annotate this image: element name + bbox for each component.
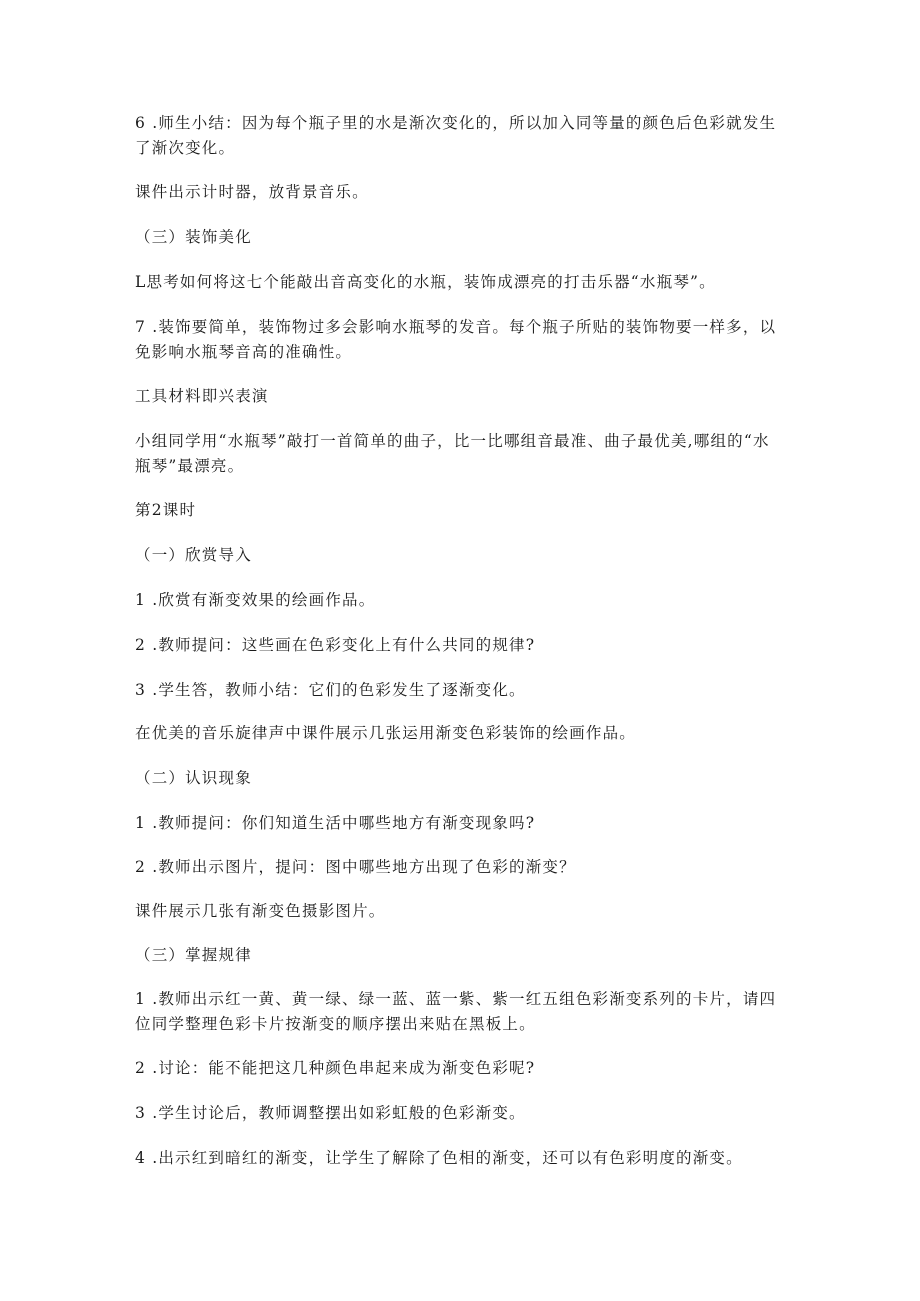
section-heading-appreciation: （一）欣赏导入 [135,546,252,564]
paragraph-appreciate-works: 1 .欣赏有渐变效果的绘画作品。 [135,591,376,609]
section-heading-phenomenon: （二）认识现象 [135,769,252,787]
section-heading-decorate: （三）装饰美化 [135,228,252,246]
paragraph-rainbow-adjust: 3 .学生讨论后，教师调整摆出如彩虹般的色彩渐变。 [135,1104,526,1122]
paragraph-decoration-simple: 7 .装饰要简单，装饰物过多会影响水瓶琴的发音。每个瓶子所贴的装饰物要一样多，以免影响水瓶琴音高的准确性。 [135,318,777,361]
paragraph-teacher-student-summary: 6 .师生小结：因为每个瓶子里的水是渐次变化的，所以加入同等量的颜色后色彩就发生了渐次变化。 [135,114,777,157]
paragraph-gradient-in-life: 1 .教师提问：你们知道生活中哪些地方有渐变现象吗? [135,814,536,832]
section-heading-materials: 工具材料即兴表演 [135,387,269,405]
section-heading-rules: （三）掌握规律 [135,946,252,964]
paragraph-color-cards: 1 .教师出示红一黄、黄一绿、绿一蓝、蓝一紫、紫一红五组色彩渐变系列的卡片，请四位同学整理色彩卡片按渐变的顺序摆出来贴在黑板上。 [135,990,777,1033]
paragraph-teacher-question: 2 .教师提问：这些画在色彩变化上有什么共同的规律? [135,636,536,654]
paragraph-think-decorate: L思考如何将这七个能敲出音高变化的水瓶，装饰成漂亮的打击乐器“水瓶琴”。 [135,273,716,291]
paragraph-student-answer: 3 .学生答，教师小结：它们的色彩发生了逐渐变化。 [135,681,526,699]
paragraph-timer-music: 课件出示计时器，放背景音乐。 [135,183,369,201]
lesson-heading-second: 第2课时 [135,501,197,519]
paragraph-courseware-show: 在优美的音乐旋律声中课件展示几张运用渐变色彩装饰的绘画作品。 [135,724,637,742]
paragraph-photo-display: 课件展示几张有渐变色摄影图片。 [135,902,386,920]
paragraph-group-performance: 小组同学用“水瓶琴”敲打一首简单的曲子，比一比哪组音最准、曲子最优美,哪组的“水瓶琴”最漂亮。 [135,432,770,475]
paragraph-discussion: 2 .讨论：能不能把这几种颜色串起来成为渐变色彩呢? [135,1059,536,1077]
paragraph-show-pictures: 2 .教师出示图片，提问：图中哪些地方出现了色彩的渐变？ [135,858,576,876]
paragraph-brightness-gradient: 4 .出示红到暗红的渐变，让学生了解除了色相的渐变，还可以有色彩明度的渐变。 [135,1149,743,1167]
